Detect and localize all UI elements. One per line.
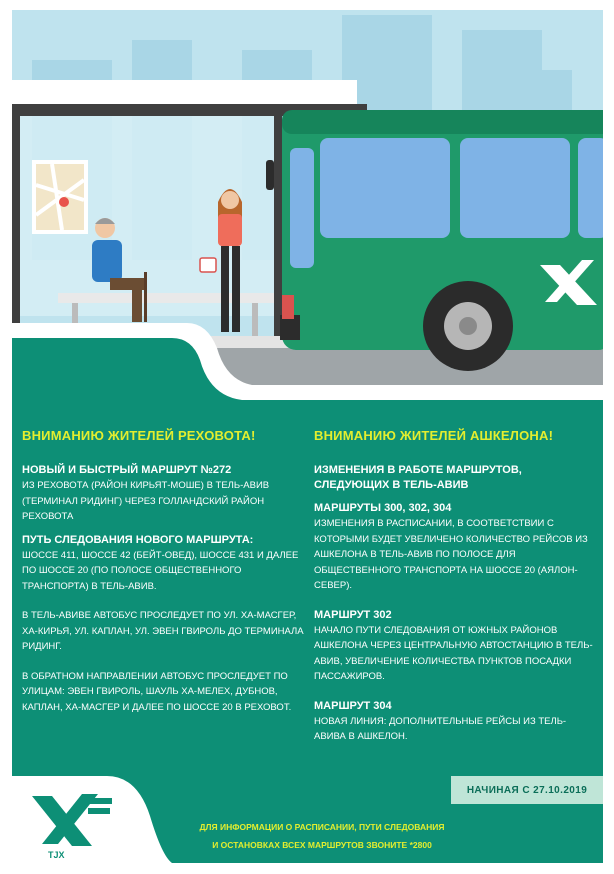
- routes-300-302-304-title: МАРШРУТЫ 300, 302, 304: [314, 502, 452, 514]
- route-302-desc: НАЧАЛО ПУТИ СЛЕДОВАНИЯ ОТ ЮЖНЫХ РАЙОНОВ АШКЕЛОНА ЧЕРЕЗ ЦЕНТРАЛЬНУЮ АВТОСТАНЦИЮ В ТЕЛЬ-АВИВ, УВЕЛИЧЕНИЕ КОЛИЧЕСТВА ПУНКТОВ ПОСАДКИ ПАССАЖИРОВ.: [314, 624, 593, 682]
- routes-300-302-304-desc: ИЗМЕНЕНИЯ В РАСПИСАНИИ, В СООТВЕТСТВИИ С КОТОРЫМИ БУДЕТ УВЕЛИЧЕНО КОЛИЧЕСТВО РЕЙСОВ ИЗ АШКЕЛОНА В ТЕЛЬ-АВИВ ПО ПОЛОСЕ ДЛЯ ОБЩЕСТВЕННОГО ТРАНСПОРТА НА ШОССЕ 20 (АЯЛОН-СЕВЕР).: [314, 518, 588, 591]
- tel-aviv-route-desc: В ТЕЛЬ-АВИВЕ АВТОБУС ПРОСЛЕДУЕТ ПО УЛ. ХА-МАСГЕР, ХА-КИРЬЯ, УЛ. КАПЛАН, УЛ. ЭВЕН ГВИРОЛЬ ДО ТЕРМИНАЛА РИДИНГ.: [22, 610, 304, 652]
- info-panel: [12, 410, 603, 863]
- road: [202, 348, 603, 388]
- footer-line-1: ДЛЯ ИНФОРМАЦИИ О РАСПИСАНИИ, ПУТИ СЛЕДОВАНИЯ: [199, 822, 445, 832]
- return-route-desc: В ОБРАТНОМ НАПРАВЛЕНИИ АВТОБУС ПРОСЛЕДУЕТ ПО УЛИЦАМ: ЭВЕН ГВИРОЛЬ, ШАУЛЬ ХА-МЕЛЕХ, ДУБНОВ, КАПЛАН, ХА-МАСГЕР И ДАЛЕЕ ПО ШОССЕ 20 В РЕХОВОТ.: [22, 670, 292, 713]
- route-272-title: НОВЫЙ И БЫСТРЫЙ МАРШРУТ №272: [22, 464, 232, 476]
- route-304-title: МАРШРУТ 304: [314, 699, 392, 712]
- route-302-title: МАРШРУТ 302: [314, 608, 392, 621]
- start-date-badge: НАЧИНАЯ С 27.10.2019: [451, 776, 603, 804]
- rehovot-column: [22, 428, 304, 715]
- path-desc: ШОССЕ 411, ШОССЕ 42 (БЕЙТ-ОВЕД), ШОССЕ 431 И ДАЛЕЕ ПО ШОССЕ 20 (ПО ПОЛОСЕ ОБЩЕСТВЕННОГО ТРАНСПОРТА) В ТЕЛЬ-АВИВ.: [22, 549, 299, 592]
- bus: [266, 110, 603, 371]
- route-304-desc: НОВАЯ ЛИНИЯ: ДОПОЛНИТЕЛЬНЫЕ РЕЙСЫ ИЗ ТЕЛЬ-АВИВА В АШКЕЛОН.: [314, 715, 567, 742]
- poster: [12, 10, 603, 863]
- path-title: ПУТЬ СЛЕДОВАНИЯ НОВОГО МАРШРУТА:: [22, 533, 254, 546]
- ashkelon-column: [314, 428, 596, 745]
- footer-line-2: И ОСТАНОВКАХ ВСЕХ МАРШРУТОВ ЗВОНИТЕ *2800: [212, 840, 432, 850]
- route-272-desc: ИЗ РЕХОВОТА (РАЙОН КИРЬЯТ-МОШЕ) В ТЕЛЬ-АВИВ (ТЕРМИНАЛ РИДИНГ) ЧЕРЕЗ ГОЛЛАНДСКИЙ РАЙОН РЕХОВОТА: [22, 480, 270, 522]
- footer-info: [172, 818, 472, 854]
- changes-title: ИЗМЕНЕНИЯ В РАБОТЕ МАРШРУТОВ, СЛЕДУЮЩИХ В ТЕЛЬ-АВИВ: [314, 464, 522, 491]
- shelter-roof: [12, 80, 357, 104]
- bench: [58, 293, 274, 303]
- logo-panel: [12, 776, 172, 863]
- map-poster: [32, 160, 88, 234]
- bus-stop-illustration: [12, 10, 603, 410]
- ashkelon-headline: ВНИМАНИЮ ЖИТЕЛЕЙ АШКЕЛОНА!: [314, 428, 554, 443]
- logo-wordmark: TJX: [48, 850, 65, 860]
- rehovot-headline: ВНИМАНИЮ ЖИТЕЛЕЙ РЕХОВОТА!: [22, 428, 256, 443]
